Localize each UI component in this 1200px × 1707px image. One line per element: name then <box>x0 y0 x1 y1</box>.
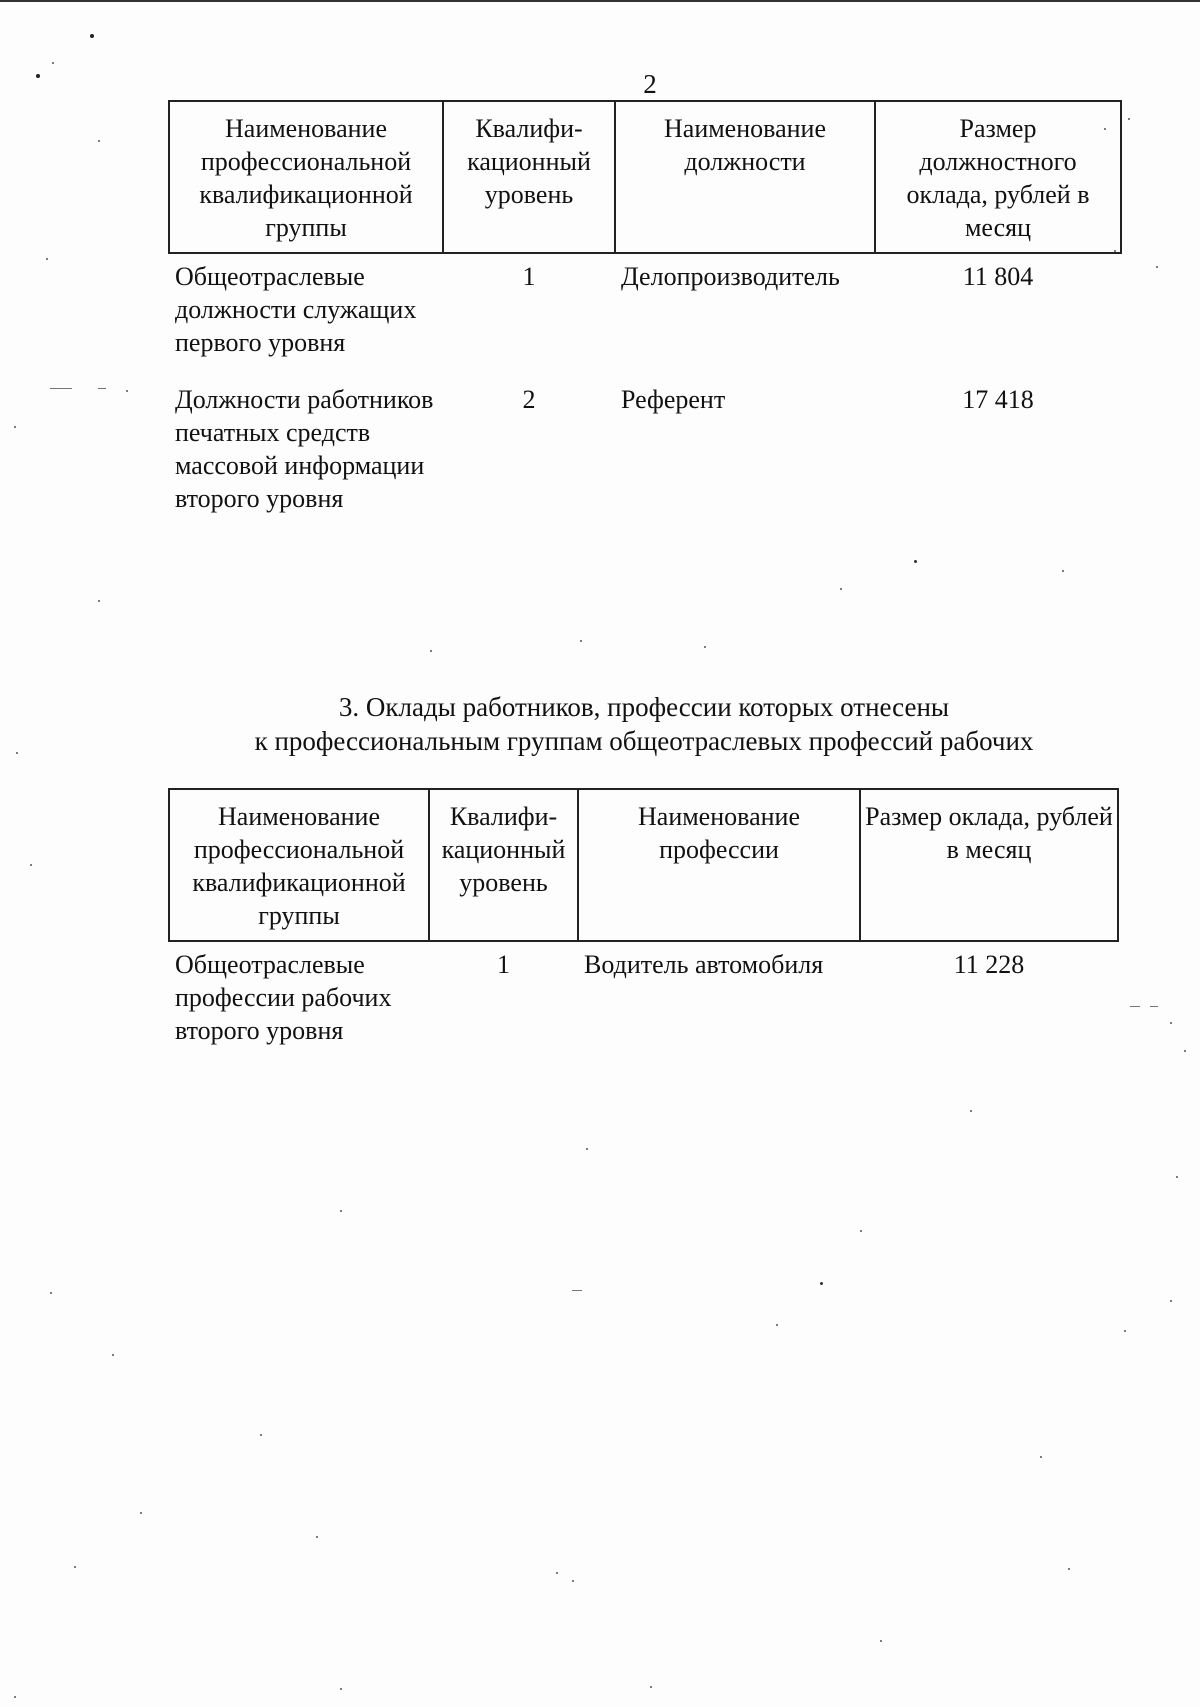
table-row <box>169 377 1121 533</box>
scan-speck <box>860 1230 862 1232</box>
header-salary: Размер оклада, рублей в месяц <box>860 789 1118 941</box>
header-level: Квалифи-кационный уровень <box>443 101 615 253</box>
header-group: Наименование профессиональной квалификационной группы <box>169 101 443 253</box>
scan-dash <box>1130 1006 1140 1007</box>
header-group: Наименование профессиональной квалификационной группы <box>169 789 429 941</box>
scan-speck <box>650 1686 652 1688</box>
scan-speck <box>586 1148 588 1150</box>
scan-dash <box>572 1290 582 1291</box>
scan-dash <box>1150 1006 1158 1007</box>
cell-group: Общеотраслевые должности служащих первого уровня <box>175 262 417 357</box>
scan-speck <box>914 560 917 563</box>
scan-speck <box>1184 1050 1186 1052</box>
scan-speck <box>50 1292 52 1294</box>
scan-speck <box>14 426 16 428</box>
scan-speck <box>90 34 94 38</box>
cell-level: 1 <box>522 262 536 291</box>
scan-speck <box>340 1210 342 1212</box>
scan-speck <box>1124 1330 1126 1332</box>
table-row <box>169 253 1121 377</box>
salary-table-professions <box>168 788 1119 1065</box>
cell-salary: 17 418 <box>962 385 1034 414</box>
scan-speck <box>36 74 40 78</box>
scan-speck <box>1170 1300 1172 1302</box>
cell-group: Должности работников печатных средств массовой информации второго уровня <box>175 385 434 513</box>
scan-speck <box>316 1536 318 1538</box>
section-heading-line: 3. Оклады работников, профессии которых отнесены <box>338 692 950 722</box>
salary-table-positions <box>168 100 1122 533</box>
scan-speck <box>776 1324 778 1326</box>
scan-speck <box>46 258 48 260</box>
header-position: Наименование должности <box>615 101 875 253</box>
scan-speck <box>1156 266 1158 268</box>
scan-speck <box>820 1282 823 1285</box>
scan-speck <box>1062 570 1064 572</box>
cell-level: 2 <box>522 385 536 414</box>
scan-speck <box>704 646 706 648</box>
header-level: Квалифи-кационный уровень <box>429 789 578 941</box>
scan-speck <box>98 600 100 602</box>
scan-speck <box>126 390 128 392</box>
header-profession: Наименование профессии <box>578 789 860 941</box>
scan-speck <box>16 752 18 754</box>
scan-top-edge <box>0 0 1200 2</box>
cell-position: Делопроизводитель <box>621 262 840 291</box>
cell-position: Референт <box>621 385 726 414</box>
scan-speck <box>52 62 54 64</box>
scan-dash <box>50 388 72 389</box>
header-salary: Размер должностного оклада, рублей в месяц <box>875 101 1121 253</box>
section-heading-line: к профессиональным группам общеотраслевых профессий рабочих <box>254 726 1034 756</box>
cell-level: 1 <box>497 950 510 979</box>
table-header-row <box>169 789 1118 941</box>
scan-dash <box>98 388 106 389</box>
cell-group: Общеотраслевые профессии рабочих второго уровня <box>175 950 392 1045</box>
scan-speck <box>340 1688 342 1690</box>
scan-speck <box>580 640 582 642</box>
scan-speck <box>14 1696 16 1698</box>
scan-speck <box>1176 1176 1178 1178</box>
cell-profession: Водитель автомобиля <box>584 950 824 979</box>
cell-salary: 11 804 <box>962 262 1034 291</box>
table-row <box>169 941 1118 1065</box>
table-header-row <box>169 101 1121 253</box>
scan-speck <box>840 588 842 590</box>
scan-speck <box>1170 1022 1172 1024</box>
scan-speck <box>1040 1456 1042 1458</box>
scan-speck <box>74 1566 76 1568</box>
scan-speck <box>98 140 100 142</box>
scan-speck <box>260 1434 262 1436</box>
cell-salary: 11 228 <box>953 950 1025 979</box>
scan-speck <box>140 1512 142 1514</box>
page-number: 2 <box>643 69 657 99</box>
scan-speck <box>970 1110 972 1112</box>
scan-speck <box>430 650 432 652</box>
scan-speck <box>1128 118 1130 120</box>
scan-speck <box>112 1354 114 1356</box>
scan-speck <box>30 864 32 866</box>
scan-speck <box>572 1580 574 1582</box>
scan-speck <box>556 1572 558 1574</box>
scan-speck <box>1114 250 1116 252</box>
scan-speck <box>880 1640 882 1642</box>
section-3-heading <box>168 690 1120 758</box>
scan-speck <box>1104 128 1106 130</box>
scan-speck <box>1068 1568 1070 1570</box>
